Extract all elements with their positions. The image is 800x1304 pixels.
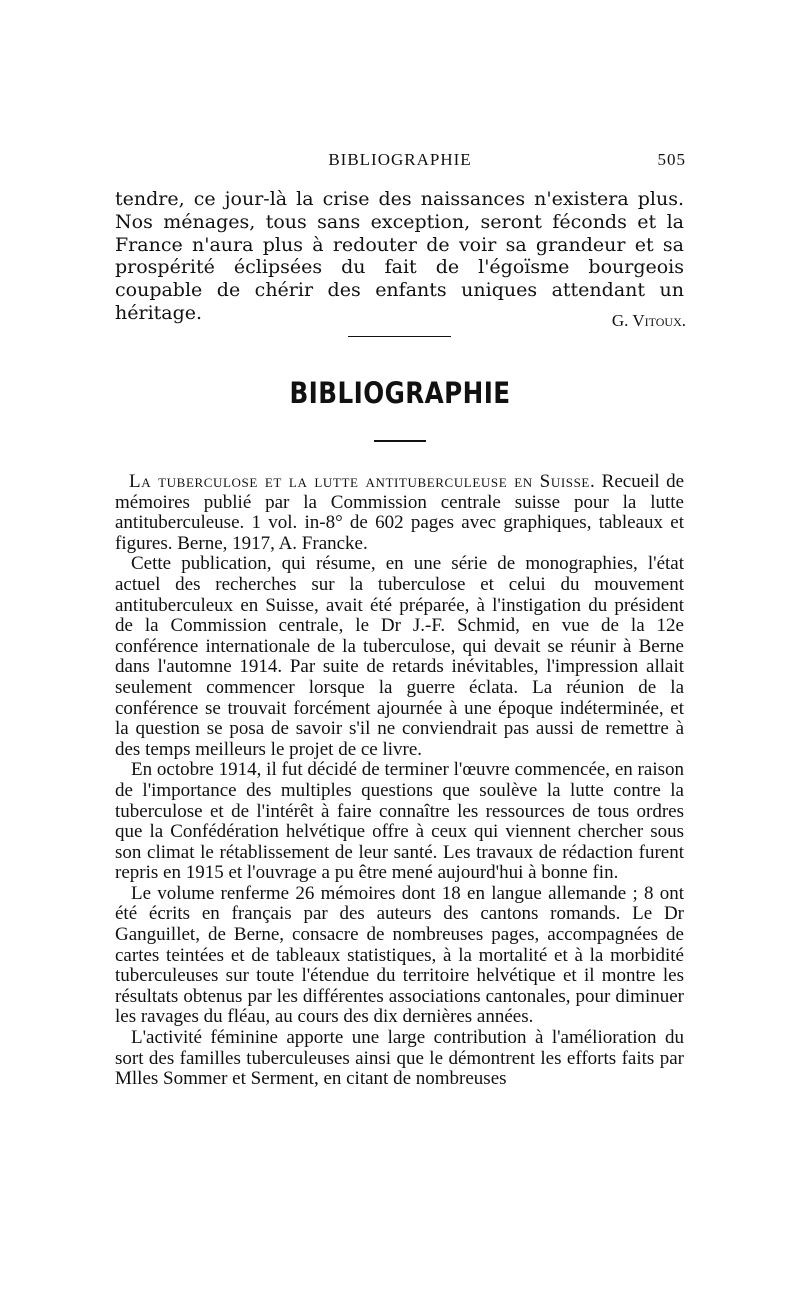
section-divider — [348, 336, 451, 337]
review-paragraph: Le volume renferme 26 mémoires dont 18 en langue allemande ; 8 ont été écrits en français par des auteurs des cantons romands. Le Dr Ganguillet, de Berne, consacre de nombreuses pages, accompagnées de cartes teintées et de tableaux statistiques, à la mortalité et à la morbidité tuberculeuses sur toute l'étendue du territoire helvétique et il montre les résultats obtenus par les différentes associations cantonales, pour diminuer les ravages du fléau, au cours des dix dernières années. — [115, 882, 684, 1028]
entry-heading: La tuberculose et la lutte antituberculeuse en Suisse. — [129, 471, 596, 492]
section-title: BIBLIOGRAPHIE — [289, 376, 511, 410]
entry-citation: Recueil de mémoires publié par la Commission centrale suisse pour la lutte antituberculeuse. 1 vol. in-8° de 602 pages avec graphiques, tableaux et figures. Berne, 1917, A. Francke. — [115, 471, 684, 554]
bibliographic-entry — [115, 472, 684, 554]
review-body — [115, 472, 684, 1090]
review-paragraph: L'activité féminine apporte une large contribution à l'amélioration du sort des familles tuberculeuses ainsi que le démontrent les efforts faits par Mlles Sommer et Serment, en citant de nombreuses — [115, 1027, 684, 1090]
author-signature: G. Vitoux. — [611, 311, 686, 330]
running-title: BIBLIOGRAPHIE — [328, 150, 472, 169]
review-paragraph: Cette publication, qui résume, en une série de monographies, l'état actuel des recherches sur la tuberculose et celui du mouvement antituberculeux en Suisse, avait été préparée, à l'instigation du président de la Commission centrale, le Dr J.-F. Schmid, en vue de la 12e conférence internationale de la tuberculose, qui devait se réunir à Berne dans l'automne 1914. Par suite de retards inévitables, l'impression allait seulement commencer lorsque la guerre éclata. La réunion de la conférence se trouvait forcément ajournée à une époque indéterminée, et la question se posa de savoir s'il ne conviendrait pas aussi de remettre à des temps meilleurs le projet de ce livre. — [115, 553, 684, 760]
page-number: 505 — [657, 150, 686, 169]
review-paragraph: En octobre 1914, il fut décidé de terminer l'œuvre commencée, en raison de l'importance des multiples questions que soulève la lutte contre la tuberculose et de l'intérêt à faire connaître les ressources de tous ordres que la Confédération helvétique offre à ceux qui viennent chercher sous son climat le rétablissement de leur santé. Les travaux de rédaction furent repris en 1915 et l'ouvrage a pu être mené aujourd'hui à bonne fin. — [115, 759, 684, 884]
previous-article-text: tendre, ce jour-là la crise des naissances n'existera plus. Nos ménages, tous sans exception, seront féconds et la France n'aura plus à redouter de voir sa grandeur et sa prospérité éclipsées du fait de l'égoïsme bourgeois coupable de chérir des enfants uniques attendant un héritage. — [115, 188, 684, 324]
title-underline — [374, 440, 426, 442]
running-head — [0, 150, 800, 174]
